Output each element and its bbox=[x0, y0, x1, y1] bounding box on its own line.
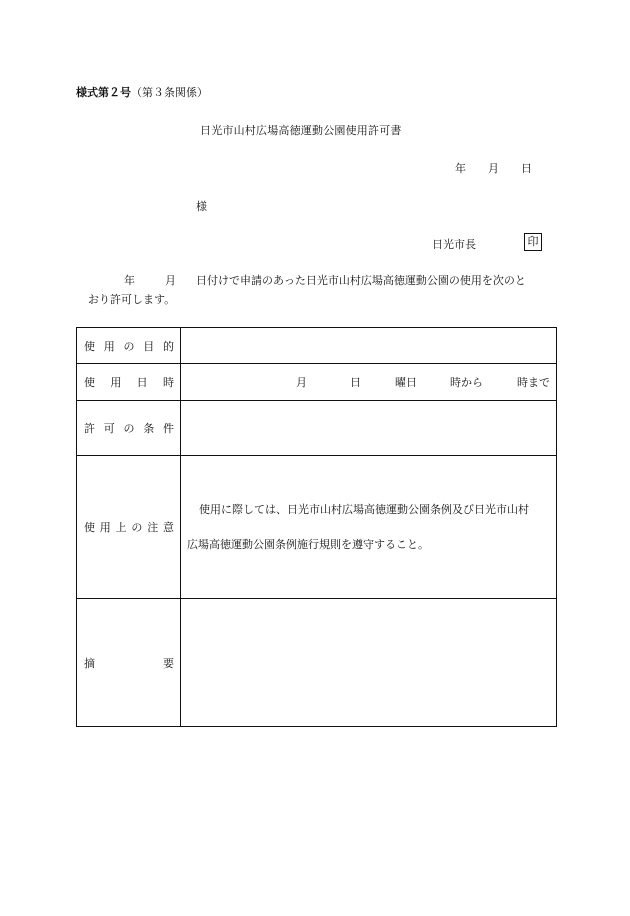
purpose-label bbox=[77, 328, 181, 364]
issue-date bbox=[455, 160, 532, 176]
notes-char: 注 bbox=[147, 521, 159, 534]
datetime-char: 日 bbox=[136, 376, 148, 389]
body-text-line1 bbox=[124, 272, 526, 288]
conditions-label bbox=[77, 401, 181, 456]
notes-char: 上 bbox=[115, 521, 127, 534]
official-seal: 印 bbox=[524, 233, 542, 251]
datetime-char: 使 bbox=[84, 376, 95, 389]
row-notes bbox=[77, 456, 557, 599]
datetime-weekday: 曜日 bbox=[395, 376, 417, 389]
body-month: 月 bbox=[165, 274, 176, 287]
remarks-char: 要 bbox=[163, 656, 174, 670]
date-year: 年 bbox=[455, 162, 466, 175]
notes-text bbox=[181, 492, 556, 562]
purpose-char: 的 bbox=[163, 339, 174, 353]
datetime-month: 月 bbox=[296, 376, 307, 389]
remarks-label-text bbox=[77, 655, 180, 671]
body-year: 年 bbox=[124, 274, 135, 287]
permit-table bbox=[76, 327, 557, 727]
conditions-char: の bbox=[123, 422, 135, 435]
form-label: 様式第２号 bbox=[76, 86, 131, 99]
form-number bbox=[76, 84, 208, 100]
purpose-char: の bbox=[123, 339, 135, 353]
notes-char: の bbox=[131, 521, 143, 534]
datetime-label bbox=[77, 364, 181, 401]
row-remarks bbox=[77, 599, 557, 727]
conditions-char: 可 bbox=[103, 422, 115, 435]
datetime-fields bbox=[181, 374, 556, 390]
row-conditions bbox=[77, 401, 557, 456]
notes-char: 使 bbox=[84, 521, 95, 534]
datetime-label-text bbox=[77, 374, 180, 390]
notes-line2: 広場高徳運動公園条例施行規則を遵守すること。 bbox=[187, 538, 429, 551]
datetime-day: 日 bbox=[350, 376, 361, 389]
purpose-label-text bbox=[77, 338, 180, 354]
purpose-value[interactable] bbox=[181, 328, 557, 364]
notes-value bbox=[181, 456, 557, 599]
notes-char: 用 bbox=[99, 521, 111, 534]
date-month: 月 bbox=[488, 162, 499, 175]
purpose-char: 目 bbox=[143, 339, 155, 353]
notes-char: 意 bbox=[162, 521, 174, 534]
conditions-char: 件 bbox=[163, 422, 174, 435]
conditions-char: 許 bbox=[84, 422, 95, 435]
row-purpose bbox=[77, 328, 557, 364]
purpose-char: 用 bbox=[103, 339, 115, 353]
body-sentence: 日付けで申請のあった日光市山村広場高徳運動公園の使用を次のと bbox=[196, 274, 526, 287]
remarks-label bbox=[77, 599, 181, 727]
datetime-from: 時から bbox=[450, 376, 483, 389]
remarks-char: 摘 bbox=[84, 656, 95, 670]
remarks-value[interactable] bbox=[181, 599, 557, 727]
notes-label-text bbox=[77, 519, 180, 535]
datetime-to: 時まで bbox=[517, 376, 550, 389]
issuer-name: 日光市長 bbox=[432, 238, 476, 251]
form-relation: （第３条関係） bbox=[131, 86, 208, 99]
conditions-char: 条 bbox=[143, 422, 155, 435]
date-day: 日 bbox=[521, 162, 532, 175]
datetime-value[interactable] bbox=[181, 364, 557, 401]
purpose-char: 使 bbox=[84, 339, 95, 353]
conditions-value[interactable] bbox=[181, 401, 557, 456]
notes-label bbox=[77, 456, 181, 599]
document-title: 日光市山村広場高徳運動公園使用許可書 bbox=[200, 124, 402, 137]
row-datetime bbox=[77, 364, 557, 401]
conditions-label-text bbox=[77, 420, 180, 436]
datetime-char: 時 bbox=[162, 376, 174, 389]
addressee-honorific: 様 bbox=[196, 200, 207, 213]
notes-line1: 使用に際しては、日光市山村広場高徳運動公園条例及び日光市山村 bbox=[199, 503, 529, 516]
body-text-line2: おり許可します。 bbox=[88, 293, 176, 306]
datetime-char: 用 bbox=[110, 376, 122, 389]
